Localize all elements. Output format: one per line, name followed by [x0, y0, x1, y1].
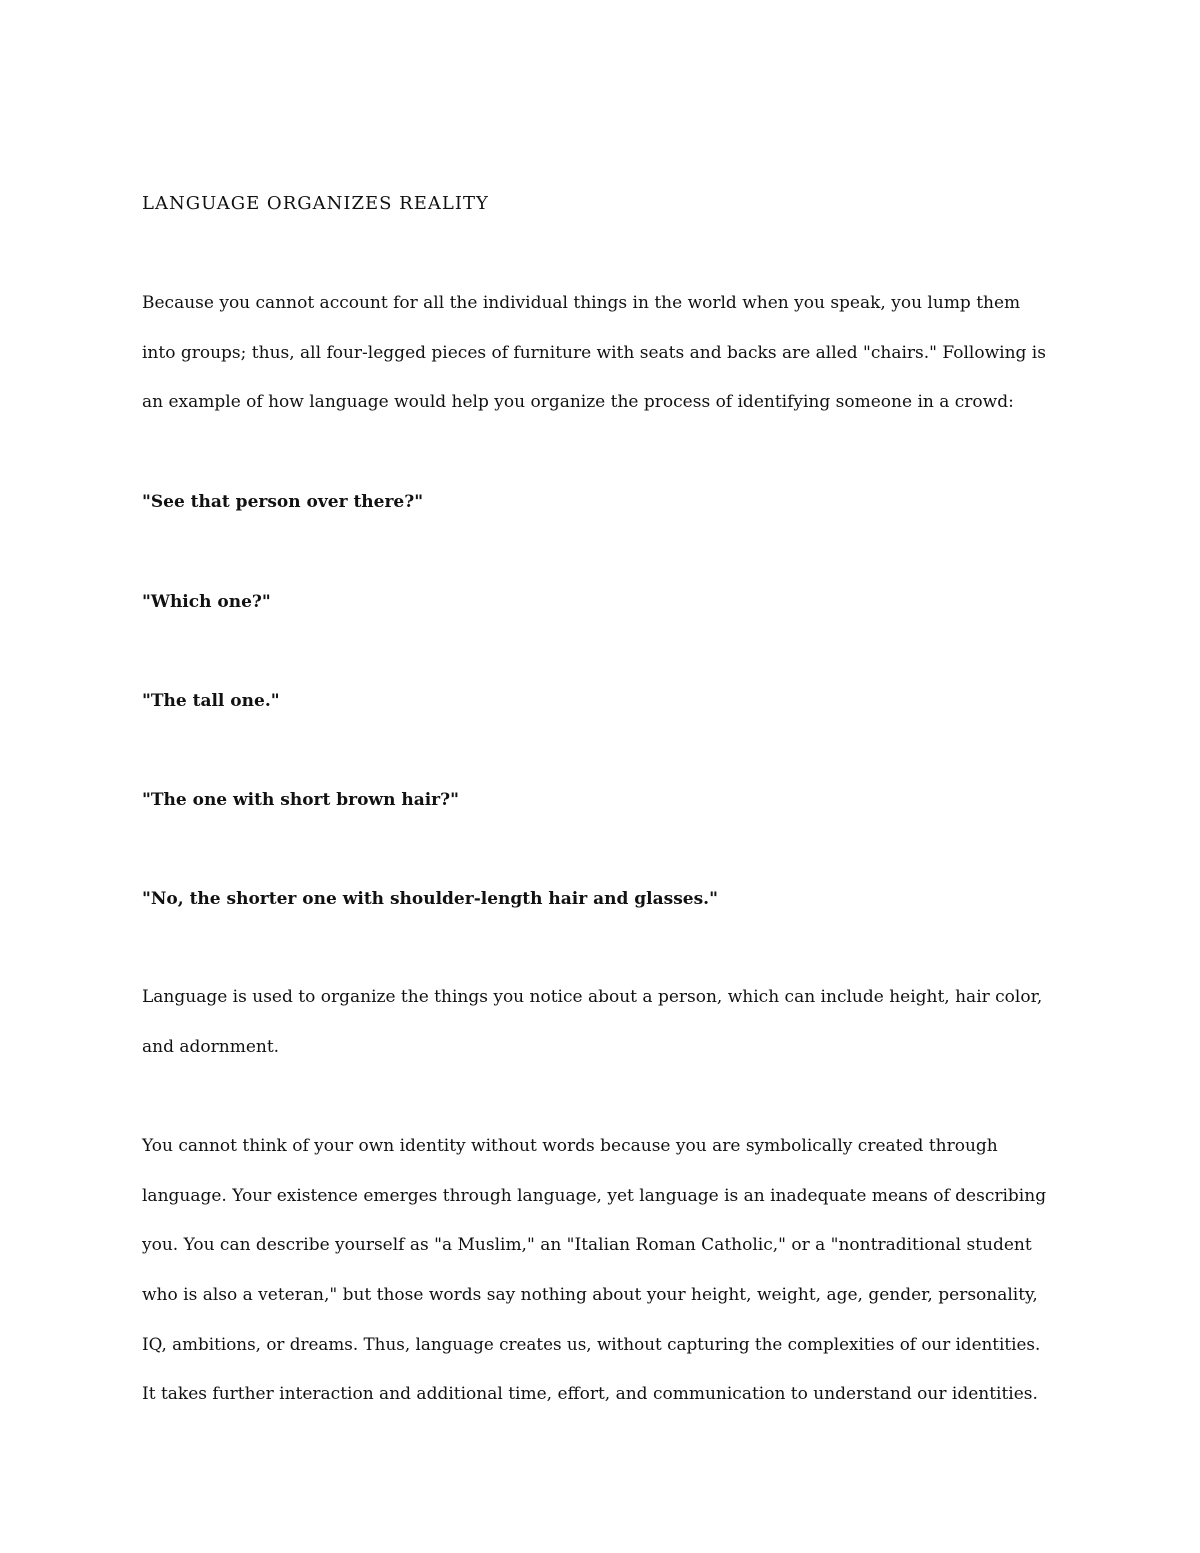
paragraph-line: an example of how language would help you organize the process of identifying someone in a crowd:: [142, 392, 1014, 413]
document-title: LANGUAGE ORGANIZES REALITY: [142, 193, 489, 214]
dialogue-line: "The one with short brown hair?": [142, 790, 459, 810]
paragraph-identity: [142, 1122, 1052, 1420]
paragraph-line: IQ, ambitions, or dreams. Thus, language creates us, without capturing the complexities of our identities.: [142, 1334, 1041, 1355]
paragraph-line: It takes further interaction and additional time, effort, and communication to understand our identities.: [142, 1383, 1038, 1404]
dialogue-line: "The tall one.": [142, 691, 280, 711]
paragraph-line: who is also a veteran," but those words say nothing about your height, weight, age, gender, personality,: [142, 1284, 1038, 1305]
paragraph-line: Language is used to organize the things you notice about a person, which can include height, hair color,: [142, 987, 1043, 1007]
paragraph-line: language. Your existence emerges through language, yet language is an inadequate means of describing: [142, 1185, 1047, 1206]
paragraph-line: into groups; thus, all four-legged pieces of furniture with seats and backs are alled "chairs." Following is: [142, 342, 1046, 363]
paragraph-line: and adornment.: [142, 1036, 280, 1057]
paragraph-line: you. You can describe yourself as "a Muslim," an "Italian Roman Catholic," or a "nontraditional student: [142, 1235, 1032, 1256]
dialogue-line: "No, the shorter one with shoulder-length hair and glasses.": [142, 889, 718, 909]
dialogue-line: "See that person over there?": [142, 492, 424, 512]
paragraph-organize: [142, 973, 1052, 1072]
paragraph-intro: [142, 279, 1052, 428]
paragraph-line: Because you cannot account for all the individual things in the world when you speak, you lump them: [142, 293, 1021, 313]
paragraph-line: You cannot think of your own identity without words because you are symbolically created through: [142, 1136, 998, 1156]
dialogue-line: "Which one?": [142, 592, 271, 612]
